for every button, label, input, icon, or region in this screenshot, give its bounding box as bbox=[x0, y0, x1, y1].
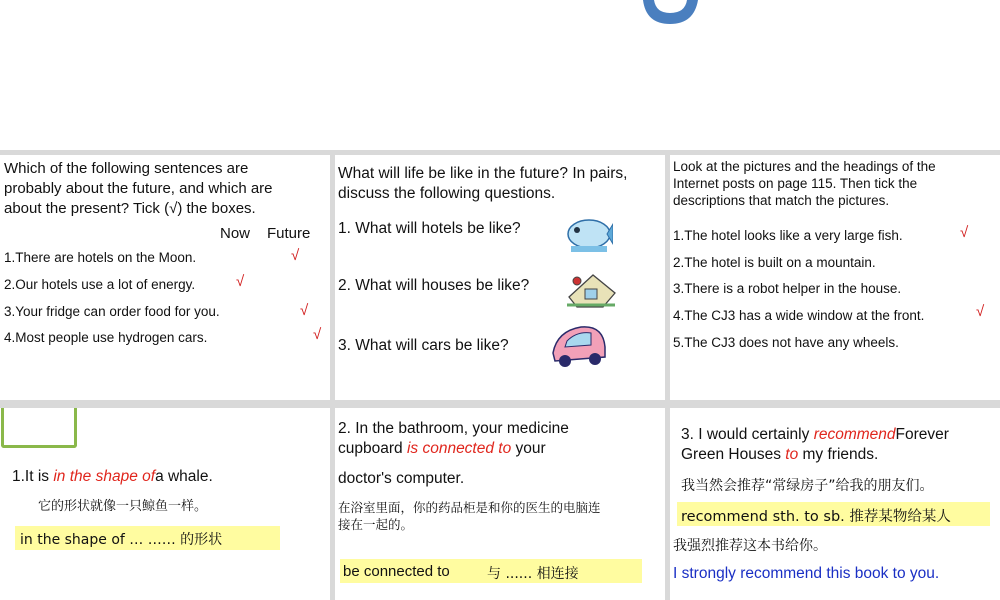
phrase-definition: in the shape of … …… 的形状 bbox=[20, 532, 223, 548]
logo-fragment bbox=[638, 0, 704, 30]
sentence-line: cupboard is connected to your bbox=[338, 440, 546, 457]
key-phrase: in the shape of bbox=[53, 468, 156, 485]
phrase-definition: be connected to bbox=[343, 563, 450, 580]
list-item: 1.There are hotels on the Moon. bbox=[4, 250, 197, 265]
intro-line: probably about the future, and which are bbox=[4, 180, 273, 197]
fish-hotel-image bbox=[565, 210, 613, 255]
example-english: I strongly recommend this book to you. bbox=[673, 565, 940, 582]
tick-mark[interactable]: √ bbox=[291, 247, 300, 264]
tick-mark[interactable]: √ bbox=[300, 302, 309, 319]
translation: 在浴室里面，你的药品柜是和你的医生的电脑连 bbox=[338, 500, 601, 515]
list-item: 3.Your fridge can order food for you. bbox=[4, 304, 220, 319]
tick-mark[interactable]: √ bbox=[236, 273, 245, 290]
question: 3. What will cars be like? bbox=[338, 337, 509, 354]
panel-picture-match bbox=[670, 155, 1000, 400]
key-phrase: recommend bbox=[813, 426, 896, 443]
example-sentence: 1.It is in the shape ofa whale. bbox=[12, 468, 213, 485]
intro-line: Which of the following sentences are bbox=[4, 160, 249, 177]
sentence-line: 3. I would certainly recommendForever bbox=[681, 426, 949, 443]
list-item: 3.There is a robot helper in the house. bbox=[673, 281, 902, 296]
list-item: 4.Most people use hydrogen cars. bbox=[4, 330, 208, 345]
column-now: Now bbox=[220, 225, 251, 242]
title-frame bbox=[1, 408, 77, 448]
sentence-line: doctor's computer. bbox=[338, 470, 465, 487]
panel-tense-exercise bbox=[0, 155, 330, 400]
intro-line: What will life be like in the future? In pairs, bbox=[338, 165, 628, 182]
translation: 我当然会推荐“常绿房子”给我的朋友们。 bbox=[681, 478, 934, 494]
translation: 它的形状就像一只鲸鱼一样。 bbox=[38, 499, 208, 514]
phrase-translation: 与 ...... 相连接 bbox=[487, 566, 579, 582]
phrase-definition: recommend sth. to sb. 推荐某物给某人 bbox=[681, 509, 951, 525]
question: 1. What will hotels be like? bbox=[338, 220, 521, 237]
intro-line: descriptions that match the pictures. bbox=[673, 193, 890, 208]
sentence-line: 2. In the bathroom, your medicine bbox=[338, 420, 569, 437]
tick-mark[interactable]: √ bbox=[313, 326, 322, 343]
intro-line: about the present? Tick (√) the boxes. bbox=[4, 200, 256, 217]
list-item: 2.Our hotels use a lot of energy. bbox=[4, 277, 196, 292]
intro-line: Look at the pictures and the headings of the bbox=[673, 159, 936, 174]
panel-phrase-connected bbox=[335, 408, 665, 600]
list-item: 2.The hotel is built on a mountain. bbox=[673, 255, 876, 270]
car-image bbox=[547, 317, 611, 369]
panel-phrase-shape bbox=[0, 408, 330, 600]
question: 2. What will houses be like? bbox=[338, 277, 530, 294]
intro-line: discuss the following questions. bbox=[338, 185, 556, 202]
key-phrase: to bbox=[785, 446, 799, 463]
tick-mark[interactable]: √ bbox=[976, 303, 985, 320]
column-future: Future bbox=[267, 225, 311, 242]
panel-phrase-recommend bbox=[670, 408, 1000, 600]
list-item: 1.The hotel looks like a very large fish. bbox=[673, 228, 903, 243]
sentence-line: Green Houses to my friends. bbox=[681, 446, 879, 463]
translation: 接在一起的。 bbox=[338, 517, 414, 532]
intro-line: Internet posts on page 115. Then tick the bbox=[673, 176, 918, 191]
tick-mark[interactable]: √ bbox=[960, 224, 969, 241]
panel-discussion bbox=[335, 155, 665, 400]
list-item: 5.The CJ3 does not have any wheels. bbox=[673, 335, 899, 350]
example-chinese: 我强烈推荐这本书给你。 bbox=[673, 538, 827, 554]
key-phrase: is connected to bbox=[406, 440, 512, 457]
list-item: 4.The CJ3 has a wide window at the front. bbox=[673, 308, 925, 323]
robot-house-image bbox=[563, 267, 619, 312]
